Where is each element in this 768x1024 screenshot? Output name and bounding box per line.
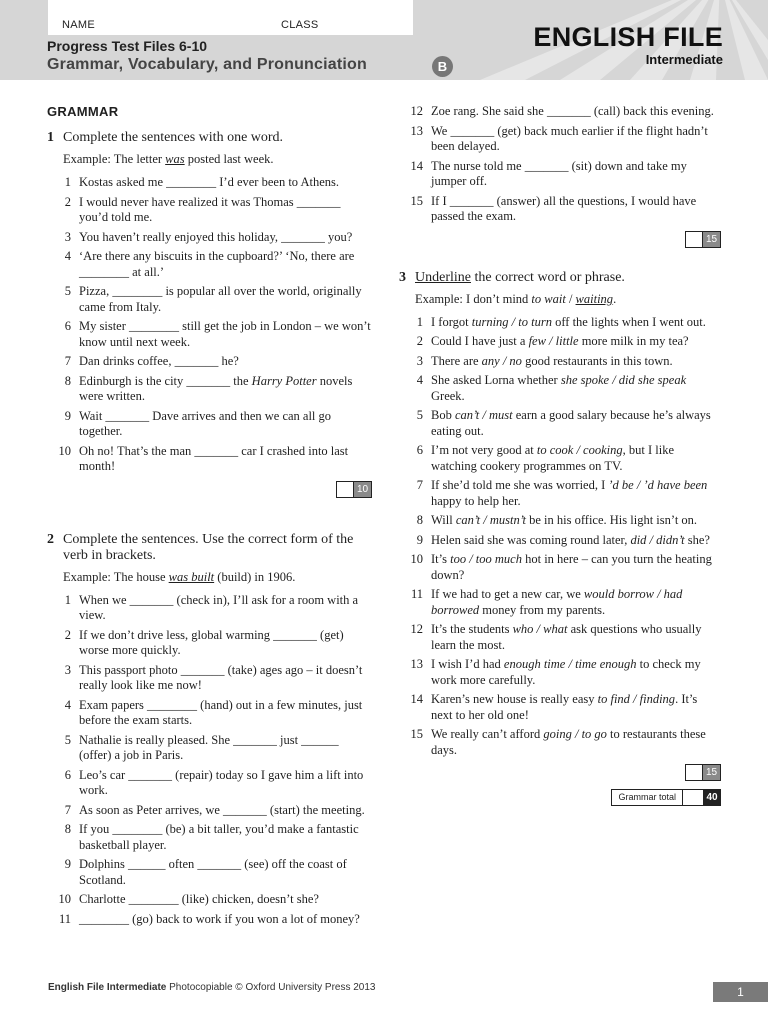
item-text: This passport photo _______ (take) ages ago – it doesn’t really look like me now! [79,662,363,692]
exercise-number: 1 [47,130,54,145]
exercise-item [399,373,721,404]
item-number: 9 [416,532,423,547]
exercise-item [399,552,721,583]
exercise-3-score [399,764,721,781]
exercise-2-example [47,570,372,585]
item-text: Helen said she was coming round later, did / didn’t she? [431,532,710,547]
item-number: 9 [64,408,71,423]
exercise-2-score [399,231,721,248]
item-text: We really can’t afford going / to go to restaurants these days. [431,727,706,757]
item-text: My sister ________ still get the job in London – we won’t know until next week. [79,319,371,349]
exercise-item [47,663,372,694]
item-number: 8 [64,822,71,836]
answer-options[interactable]: enough time / time enough [503,657,637,671]
score-blank[interactable] [337,482,354,497]
test-title: Progress Test Files 6-10 [47,38,208,54]
score-box [685,231,721,248]
total-blank[interactable] [683,790,704,805]
item-text: She asked Lorna whether she spoke / did she speak Greek. [431,373,687,403]
exercise-3-items [399,315,721,759]
example-answer: was built [168,569,215,584]
item-text: Oh no! That’s the man _______ car I crashed into last month! [79,443,349,473]
item-number: 3 [64,662,71,677]
item-number: 12 [410,622,423,636]
name-label: NAME [62,19,95,31]
item-text: I’m not very good at to cook / cooking, but I like watching cookery programmes on TV. [431,443,675,473]
exercise-item [399,443,721,474]
exercise-3-instruction [399,270,721,286]
instruction-text: Complete the sentences with one word. [63,130,284,145]
exercise-item [47,374,372,405]
example-option-1: to wait [531,291,566,306]
item-number: 8 [416,513,423,527]
item-number: 3 [416,353,423,368]
example-option-2: waiting [575,291,614,306]
score-max: 15 [703,232,720,247]
item-text: Edinburgh is the city _______ the Harry Potter novels were written. [79,373,353,403]
brand-level: Intermediate [645,52,723,67]
exercise-item [399,727,721,758]
exercise-item [399,334,721,350]
item-number: 6 [416,443,423,457]
item-text: Kostas asked me ________ I’d ever been to Athens. [79,175,340,189]
exercise-1-score [47,481,372,498]
item-text: Dan drinks coffee, _______ he? [79,354,239,368]
exercise-item [47,768,372,799]
item-number: 4 [64,249,71,263]
item-number: 11 [410,587,423,601]
example-post: . [613,291,617,306]
exercise-item [47,698,372,729]
item-number: 4 [416,373,423,387]
item-text: It’s too / too much hot in here – can you turn the heating down? [431,552,712,582]
exercise-item [47,593,372,624]
answer-options[interactable]: to find / finding [597,692,676,706]
exercise-item [399,354,721,370]
instruction-rest: the correct word or phrase. [470,269,625,285]
item-text: ‘Are there any biscuits in the cupboard?’ ‘No, there are ________ at all.’ [79,249,355,279]
item-text: Karen’s new house is really easy to find / finding. It’s next to her old one! [431,692,698,722]
item-text: As soon as Peter arrives, we _______ (start) the meeting. [79,802,365,817]
item-number: 13 [410,657,423,671]
exercise-item [47,733,372,764]
item-text: It’s the students who / what ask questions who usually learn the most. [431,622,702,652]
page-number: 1 [713,982,768,1002]
item-number: 15 [410,727,423,741]
example-pre: Example: I don’t mind [415,291,532,306]
exercise-item [47,628,372,659]
item-number: 2 [64,627,71,642]
item-text: Wait _______ Dave arrives and then we can all go together. [79,408,332,438]
item-text: If I _______ (answer) all the questions, I would have passed the exam. [431,193,697,223]
answer-options[interactable]: can’t / must [454,408,513,422]
item-number: 11 [58,911,71,926]
example-post: posted last week. [184,152,274,166]
item-number: 10 [410,552,423,566]
item-text: If she’d told me she was worried, I ’d be / ’d have been happy to help her. [431,478,708,508]
answer-options[interactable]: any / no [481,353,522,368]
item-text: If you ________ (be) a bit taller, you’d make a fantastic basketball player. [79,822,359,852]
answer-options[interactable]: ’d be / ’d have been [608,478,708,492]
right-column [399,104,721,806]
item-number: 5 [64,284,71,298]
example-sep: / [565,291,576,306]
version-badge: B [432,56,453,77]
footer [48,982,376,993]
score-blank[interactable] [686,232,703,247]
item-number: 14 [410,692,423,706]
exercise-item [399,104,721,120]
answer-options[interactable]: too / too much [450,552,522,566]
exercise-item [47,284,372,315]
header-band [0,0,768,80]
item-number: 10 [58,443,71,458]
item-text: If we don’t drive less, global warming _______ (get) worse more quickly. [79,627,344,657]
footer-copyright: Photocopiable © Oxford University Press 2013 [166,982,376,993]
instruction-text: Complete the sentences. Use the correct form of the verb in brackets. [63,531,354,563]
exercise-item [47,444,372,475]
example-post: (build) in 1906. [214,569,296,584]
item-text: Bob can’t / must earn a good salary because he’s always eating out. [431,408,711,438]
item-text: Will can’t / mustn’t be in his office. His light isn’t on. [431,513,698,527]
item-number: 5 [416,408,423,422]
exercise-2-items-right [399,104,721,225]
exercise-item [47,857,372,888]
item-number: 12 [410,104,423,118]
item-number: 1 [416,314,423,329]
total-max: 40 [704,790,720,805]
exercise-item [399,622,721,653]
exercise-item [47,409,372,440]
item-number: 2 [416,334,423,348]
answer-options[interactable]: going / to go [543,727,607,741]
score-box [685,764,721,781]
exercise-item [399,478,721,509]
brand-title: ENGLISH FILE [533,22,723,52]
answer-options[interactable]: can’t / mustn’t [455,513,526,527]
exercise-item [399,657,721,688]
item-number: 6 [64,767,71,782]
item-number: 1 [64,175,71,189]
exercise-item [47,230,372,246]
item-number: 6 [64,319,71,333]
exercise-item [47,822,372,853]
item-text: The nurse told me _______ (sit) down and take my jumper off. [431,158,687,188]
item-number: 7 [416,478,423,492]
item-text: We _______ (get) back much earlier if the flight hadn’t been delayed. [431,123,708,153]
exercise-item [399,124,721,155]
answer-options[interactable]: who / what [512,622,568,636]
item-text: Charlotte ________ (like) chicken, doesn’t she? [79,892,319,906]
item-text: Could I have just a few / little more milk in my tea? [431,334,689,348]
item-text: ________ (go) back to work if you won a lot of money? [79,911,360,926]
exercise-3-example [399,292,721,307]
item-number: 7 [64,802,71,817]
example-answer: was [165,152,185,166]
exercise-item [399,159,721,190]
item-text: When we _______ (check in), I’ll ask for a room with a view. [79,592,359,622]
item-text: You haven’t really enjoyed this holiday, _______ you? [79,229,353,244]
item-text: Exam papers ________ (hand) out in a few minutes, just before the exam starts. [79,697,363,727]
example-pre: Example: The letter [63,152,166,166]
answer-options[interactable]: she spoke / did she speak [560,373,687,387]
grammar-total [399,789,721,806]
exercise-2-items-left [47,593,372,928]
left-column [47,104,372,931]
exercise-item [399,587,721,618]
item-text: Pizza, ________ is popular all over the world, originally came from Italy. [79,284,362,314]
score-max: 15 [703,765,720,780]
exercise-2-instruction [47,532,372,564]
total-label: Grammar total [612,790,683,805]
item-text: Leo’s car _______ (repair) today so I gave him a lift into work. [79,767,364,797]
item-number: 1 [64,592,71,607]
answer-options[interactable]: to cook / cooking [536,443,623,457]
exercise-item [47,892,372,908]
exercise-item [399,692,721,723]
example-pre: Example: The house [63,569,169,584]
answer-options[interactable]: would borrow / had borrowed [431,587,683,617]
exercise-1-instruction [47,130,372,146]
item-number: 14 [410,158,423,173]
item-text: There are any / no good restaurants in this town. [431,353,673,368]
item-number: 13 [410,123,423,138]
item-number: 15 [410,193,423,208]
name-class-box [48,0,413,35]
italic-title: Harry Potter [251,373,317,388]
item-text: I wish I’d had enough time / time enough to check my work more carefully. [431,657,701,687]
total-box [611,789,721,806]
item-number: 3 [64,229,71,244]
class-label: CLASS [281,19,319,31]
answer-options[interactable]: turning / to turn [471,314,552,329]
item-text: Dolphins ______ often _______ (see) off the coast of Scotland. [79,857,347,887]
score-max: 10 [354,482,371,497]
exercise-item [47,249,372,280]
item-number: 2 [64,194,71,209]
item-number: 10 [58,892,71,906]
exercise-item [47,354,372,370]
item-text: I would never have realized it was Thomas _______ you’d told me. [79,194,341,224]
exercise-item [399,533,721,549]
item-number: 5 [64,732,71,747]
exercise-item [47,803,372,819]
score-blank[interactable] [686,765,703,780]
exercise-item [399,513,721,529]
item-number: 4 [64,697,71,712]
item-number: 8 [64,373,71,388]
exercise-1-example [47,152,372,167]
score-box [336,481,372,498]
instruction-text [415,270,721,286]
exercise-number: 3 [399,269,406,285]
exercise-1-items [47,175,372,475]
test-subtitle: Grammar, Vocabulary, and Pronunciation [47,56,367,73]
answer-options[interactable]: did / didn’t [630,532,685,547]
item-text: If we had to get a new car, we would borrow / had borrowed money from my parents. [431,587,683,617]
item-number: 7 [64,354,71,368]
exercise-item [47,195,372,226]
exercise-number: 2 [47,531,54,547]
item-text: Zoe rang. She said she _______ (call) back this evening. [431,104,714,118]
exercise-item [47,175,372,191]
exercise-item [399,315,721,331]
item-text: I forgot turning / to turn off the lights when I went out. [431,314,706,329]
answer-options[interactable]: few / little [528,334,579,348]
instruction-underlined: Underline [415,269,471,285]
grammar-heading: GRAMMAR [47,104,119,119]
exercise-item [47,319,372,350]
exercise-item [399,194,721,225]
exercise-item [399,408,721,439]
footer-book: English File Intermediate [48,982,167,993]
item-text: Nathalie is really pleased. She _______ just ______ (offer) a job in Paris. [79,732,339,762]
item-number: 9 [64,857,71,871]
exercise-item [47,912,372,928]
